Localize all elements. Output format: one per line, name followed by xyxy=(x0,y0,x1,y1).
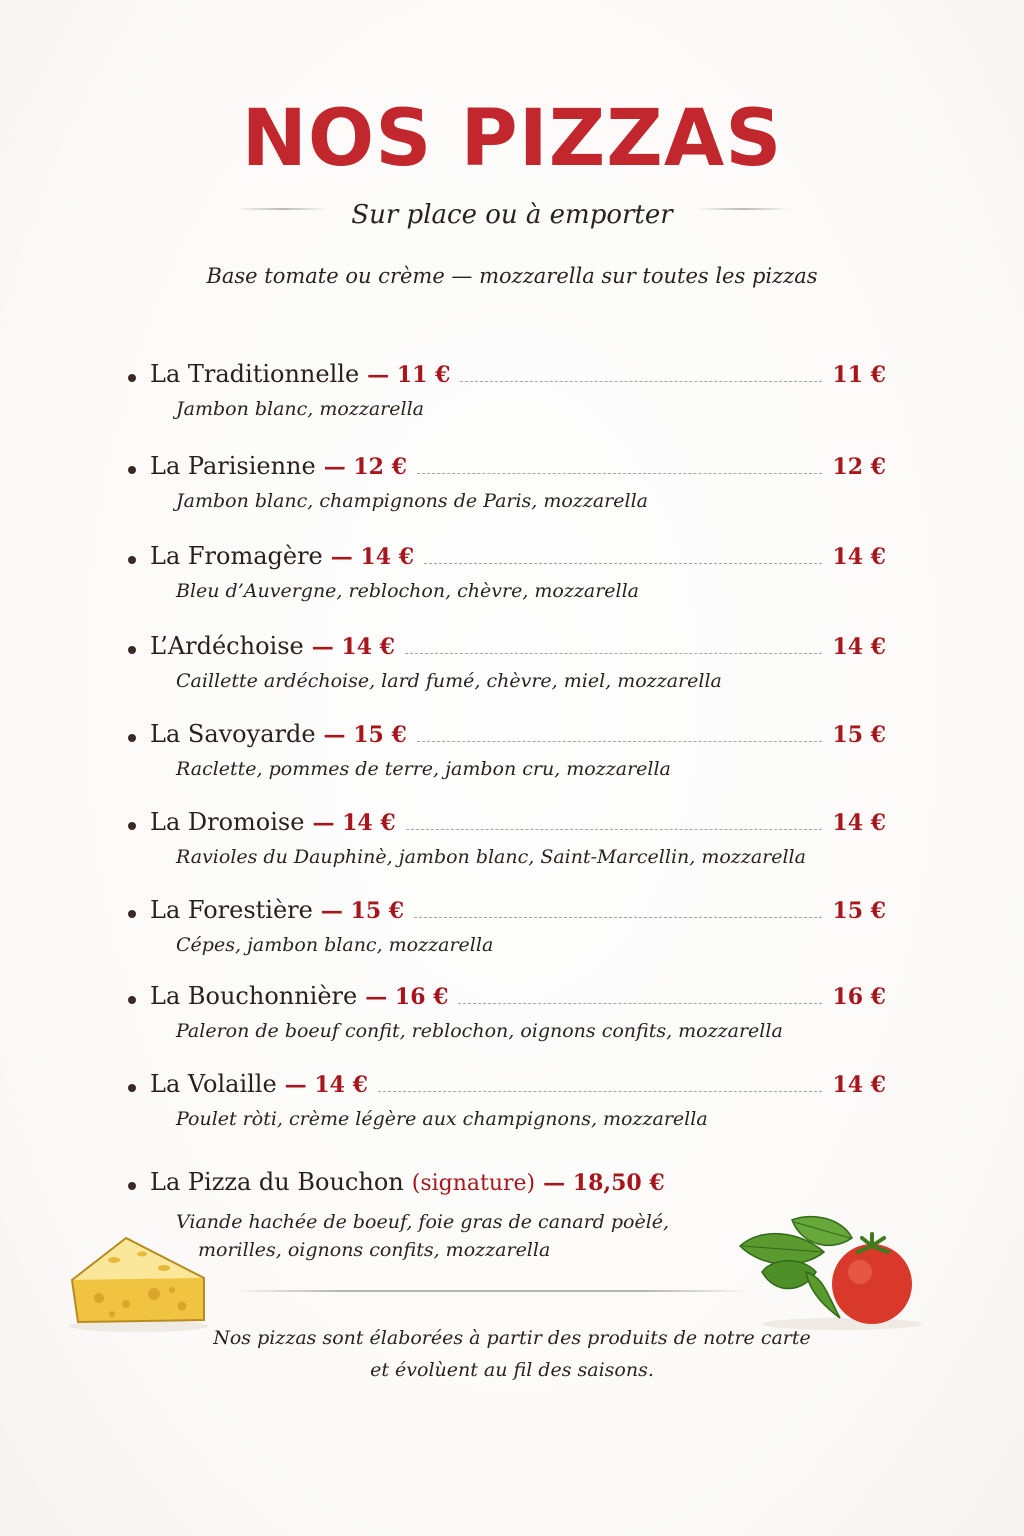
item-price: 16 € xyxy=(832,984,886,1010)
item-line xyxy=(150,896,886,926)
bullet-icon xyxy=(128,374,136,382)
item-inline-price: — 11 € xyxy=(367,362,451,388)
tomato-basil-icon xyxy=(732,1212,922,1332)
subtitle-row xyxy=(0,200,1024,240)
item-description: Jambon blanc, mozzarella xyxy=(176,398,424,420)
item-description: Paleron de boeuf confit, reblochon, oignons confits, mozzarella xyxy=(176,1020,783,1042)
item-price: 14 € xyxy=(832,1072,886,1098)
bullet-icon xyxy=(128,1182,136,1190)
footer-note xyxy=(0,1322,1024,1386)
item-price: 15 € xyxy=(832,898,886,924)
footer-line1: Nos pizzas sont élaborées à partir des produits de notre carte xyxy=(213,1327,811,1349)
bullet-icon xyxy=(128,466,136,474)
bullet-icon xyxy=(128,822,136,830)
item-name: La Savoyarde xyxy=(150,720,316,748)
item-name: La Forestière xyxy=(150,896,313,924)
menu-item xyxy=(128,720,886,800)
footer-line2: et évolùent au fil des saisons. xyxy=(370,1359,654,1381)
signature-tag: (signature) xyxy=(411,1171,536,1196)
item-description: Cépes, jambon blanc, mozzarella xyxy=(176,934,494,956)
bullet-icon xyxy=(128,910,136,918)
dot-leader xyxy=(460,380,822,382)
item-line xyxy=(150,542,886,572)
item-description: Raclette, pommes de terre, jambon cru, mozzarella xyxy=(176,758,671,780)
footer-rule xyxy=(230,1290,750,1292)
item-inline-price: — 15 € xyxy=(320,898,405,924)
item-line xyxy=(150,982,886,1012)
item-inline-price: — 16 € xyxy=(365,984,449,1010)
item-line xyxy=(150,720,886,750)
menu-item xyxy=(128,632,886,712)
menu-item xyxy=(128,896,886,976)
item-price: 14 € xyxy=(832,544,886,570)
bullet-icon xyxy=(128,646,136,654)
item-price: 11 € xyxy=(832,362,886,388)
item-line xyxy=(150,808,886,838)
cheese-wedge-icon xyxy=(64,1230,214,1334)
item-line xyxy=(150,1168,886,1198)
item-line xyxy=(150,360,886,390)
subtitle-rule-right xyxy=(696,208,790,210)
item-name: L’Ardéchoise xyxy=(150,632,304,660)
item-price: 14 € xyxy=(832,634,886,660)
signature-item xyxy=(128,1168,886,1202)
dot-leader xyxy=(424,562,822,564)
signature-desc-line1: Viande hachée de boeuf, foie gras de canard poèlé, xyxy=(176,1211,670,1233)
item-inline-price: — 14 € xyxy=(330,544,415,570)
dot-leader xyxy=(417,740,823,742)
item-description: Poulet ròti, crème légère aux champignons, mozzarella xyxy=(176,1108,708,1130)
dot-leader xyxy=(378,1090,822,1092)
item-inline-price: — 14 € xyxy=(311,634,395,660)
signature-desc-line2: morilles, oignons confits, mozzarella xyxy=(198,1239,551,1261)
bullet-icon xyxy=(128,1084,136,1092)
menu-item xyxy=(128,982,886,1062)
menu-item xyxy=(128,542,886,622)
item-inline-price: — 12 € xyxy=(323,454,407,480)
menu-item xyxy=(128,452,886,532)
item-description: Jambon blanc, champignons de Paris, mozzarella xyxy=(176,490,648,512)
menu-item xyxy=(128,360,886,440)
signature-price: — 18,50 € xyxy=(543,1170,665,1196)
menu-item xyxy=(128,808,886,888)
dot-leader xyxy=(458,1002,822,1004)
dot-leader xyxy=(406,828,823,830)
item-line xyxy=(150,632,886,662)
item-name: La Bouchonnière xyxy=(150,982,358,1010)
item-price: 14 € xyxy=(832,810,886,836)
item-price: 15 € xyxy=(832,722,886,748)
item-name: La Volaille xyxy=(150,1070,277,1098)
bullet-icon xyxy=(128,996,136,1004)
item-name: La Dromoise xyxy=(150,808,305,836)
item-inline-price: — 15 € xyxy=(323,722,407,748)
dot-leader xyxy=(405,652,822,654)
item-description: Caillette ardéchoise, lard fumé, chèvre, miel, mozzarella xyxy=(176,670,722,692)
item-line xyxy=(150,1070,886,1100)
dot-leader xyxy=(414,916,822,918)
bullet-icon xyxy=(128,556,136,564)
signature-name: La Pizza du Bouchon xyxy=(150,1168,404,1196)
item-name: La Fromagère xyxy=(150,542,323,570)
bullet-icon xyxy=(128,734,136,742)
item-price: 12 € xyxy=(832,454,886,480)
item-description: Bleu d’Auvergne, reblochon, chèvre, mozzarella xyxy=(176,580,640,602)
item-name: La Parisienne xyxy=(150,452,316,480)
dot-leader xyxy=(417,472,822,474)
menu-item xyxy=(128,1070,886,1150)
item-line xyxy=(150,452,886,482)
page-title: NOS PIZZAS xyxy=(241,94,783,184)
page-subtitle: Sur place ou à emporter xyxy=(351,200,673,230)
item-inline-price: — 14 € xyxy=(284,1072,368,1098)
signature-description xyxy=(176,1208,669,1264)
item-description: Ravioles du Dauphinè, jambon blanc, Saint-Marcellin, mozzarella xyxy=(176,846,806,868)
item-name: La Traditionnelle xyxy=(150,360,360,388)
item-inline-price: — 14 € xyxy=(312,810,396,836)
intro-text: Base tomate ou crème — mozzarella sur toutes les pizzas xyxy=(206,264,818,288)
